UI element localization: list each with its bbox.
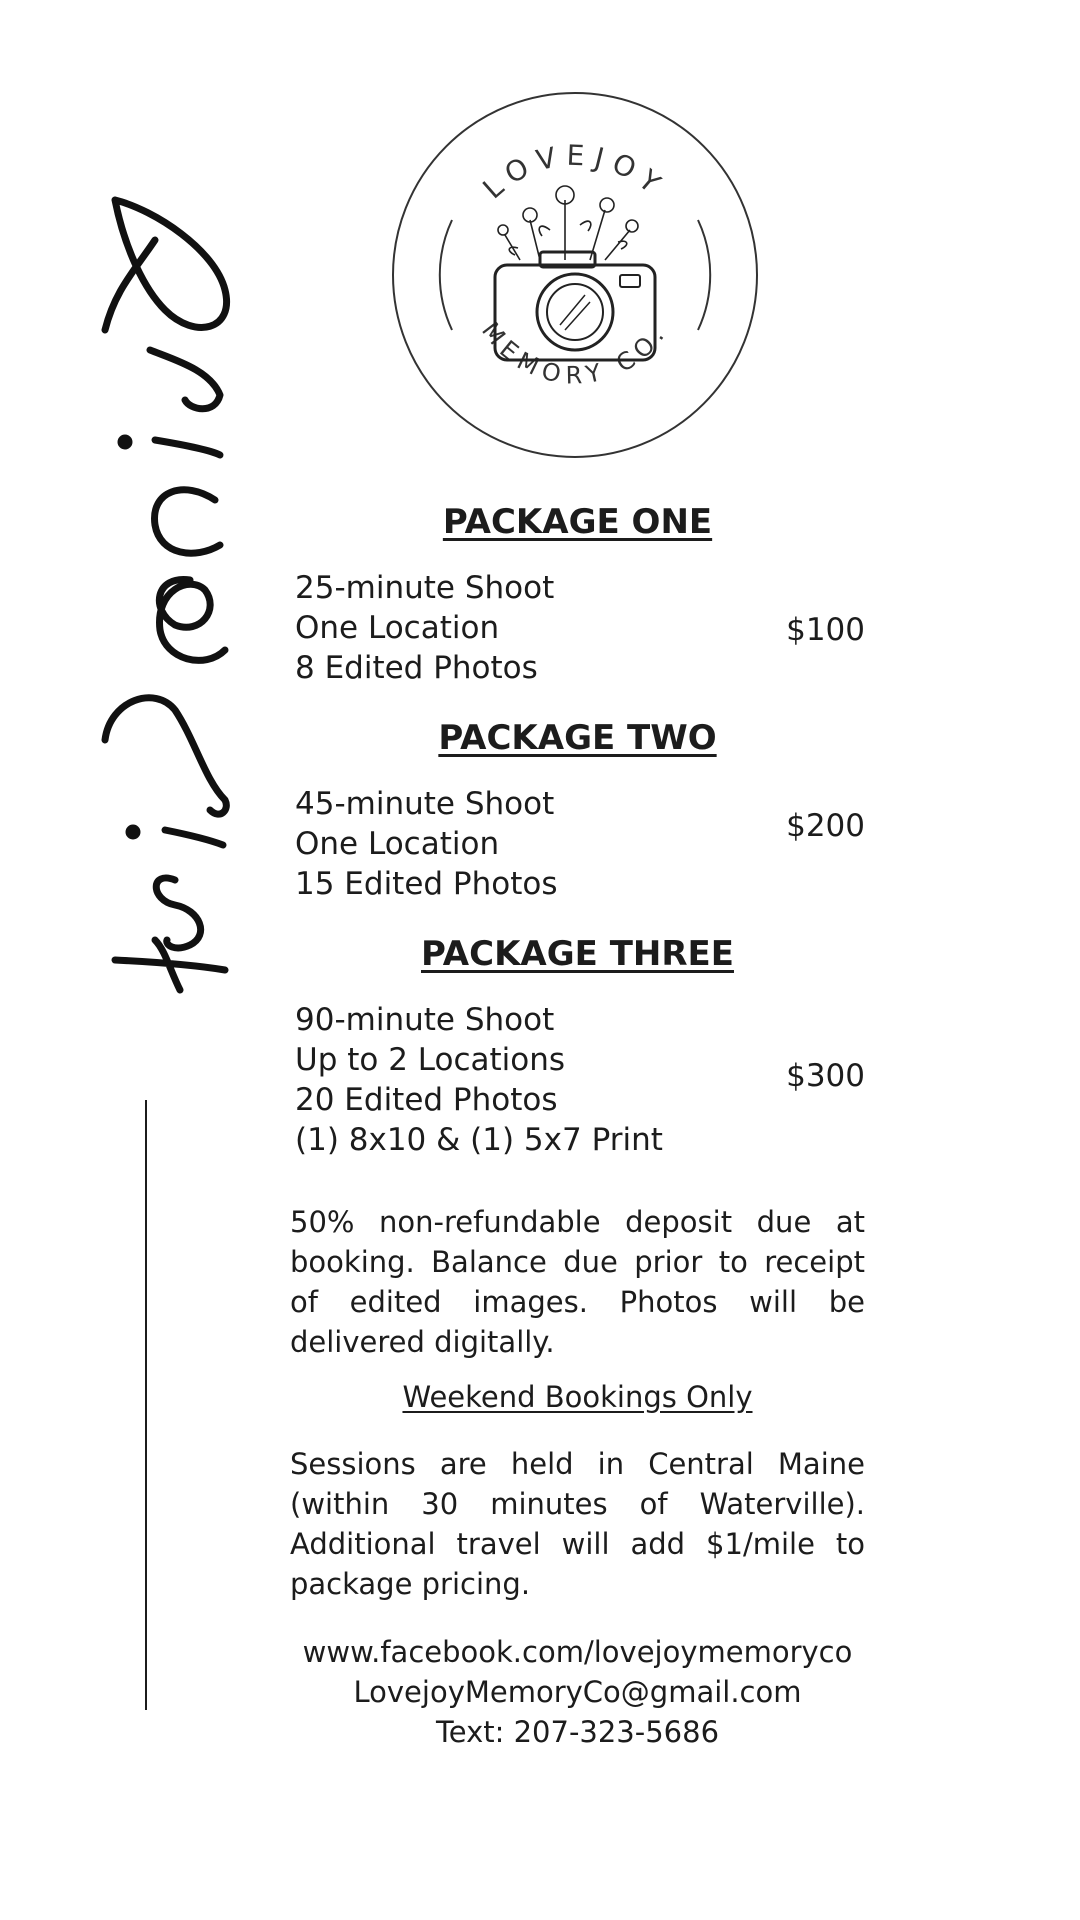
package-two-line: One Location	[295, 826, 500, 862]
contact-info	[290, 1632, 865, 1752]
vertical-divider	[145, 1100, 147, 1710]
svg-text:LOVEJOY: LOVEJOY	[476, 138, 674, 206]
svg-text:MEMORY CO.: MEMORY CO.	[476, 316, 674, 390]
package-one-title: PACKAGE ONE	[442, 502, 713, 542]
package-one-line: 8 Edited Photos	[295, 650, 538, 686]
package-one-details	[295, 568, 554, 688]
package-two-title: PACKAGE TWO	[438, 718, 717, 758]
package-two-line: 15 Edited Photos	[295, 866, 558, 902]
location-note: Sessions are held in Central Maine (within 30 minutes of Waterville). Additional travel will add $1/mile to package pricing.	[290, 1447, 865, 1601]
lovejoy-memory-co-logo	[390, 90, 760, 460]
package-three-line: Up to 2 Locations	[295, 1042, 566, 1078]
package-three-title: PACKAGE THREE	[421, 934, 734, 974]
package-three-details	[295, 1000, 663, 1160]
package-three-line: 90-minute Shoot	[295, 1002, 555, 1038]
package-two-line: 45-minute Shoot	[295, 786, 555, 822]
email-link[interactable]: LovejoyMemoryCo@gmail.com	[353, 1675, 802, 1709]
package-three-price: $300	[786, 1058, 865, 1094]
facebook-link[interactable]: www.facebook.com/lovejoymemoryco	[302, 1635, 853, 1669]
package-one-price: $100	[786, 612, 865, 648]
weekend-bookings-note: Weekend Bookings Only	[402, 1380, 753, 1414]
package-three-line: 20 Edited Photos	[295, 1082, 558, 1118]
price-list-script-title	[95, 180, 235, 1000]
package-two-price: $200	[786, 808, 865, 844]
phone-text: Text: 207-323-5686	[435, 1715, 720, 1749]
package-one-line: One Location	[295, 610, 500, 646]
package-two-details	[295, 784, 558, 904]
package-one-line: 25-minute Shoot	[295, 570, 555, 606]
deposit-note: 50% non-refundable deposit due at booking. Balance due prior to receipt of edited images. Photos will be delivered digitally.	[290, 1205, 865, 1359]
package-three-line: (1) 8x10 & (1) 5x7 Print	[295, 1122, 663, 1158]
